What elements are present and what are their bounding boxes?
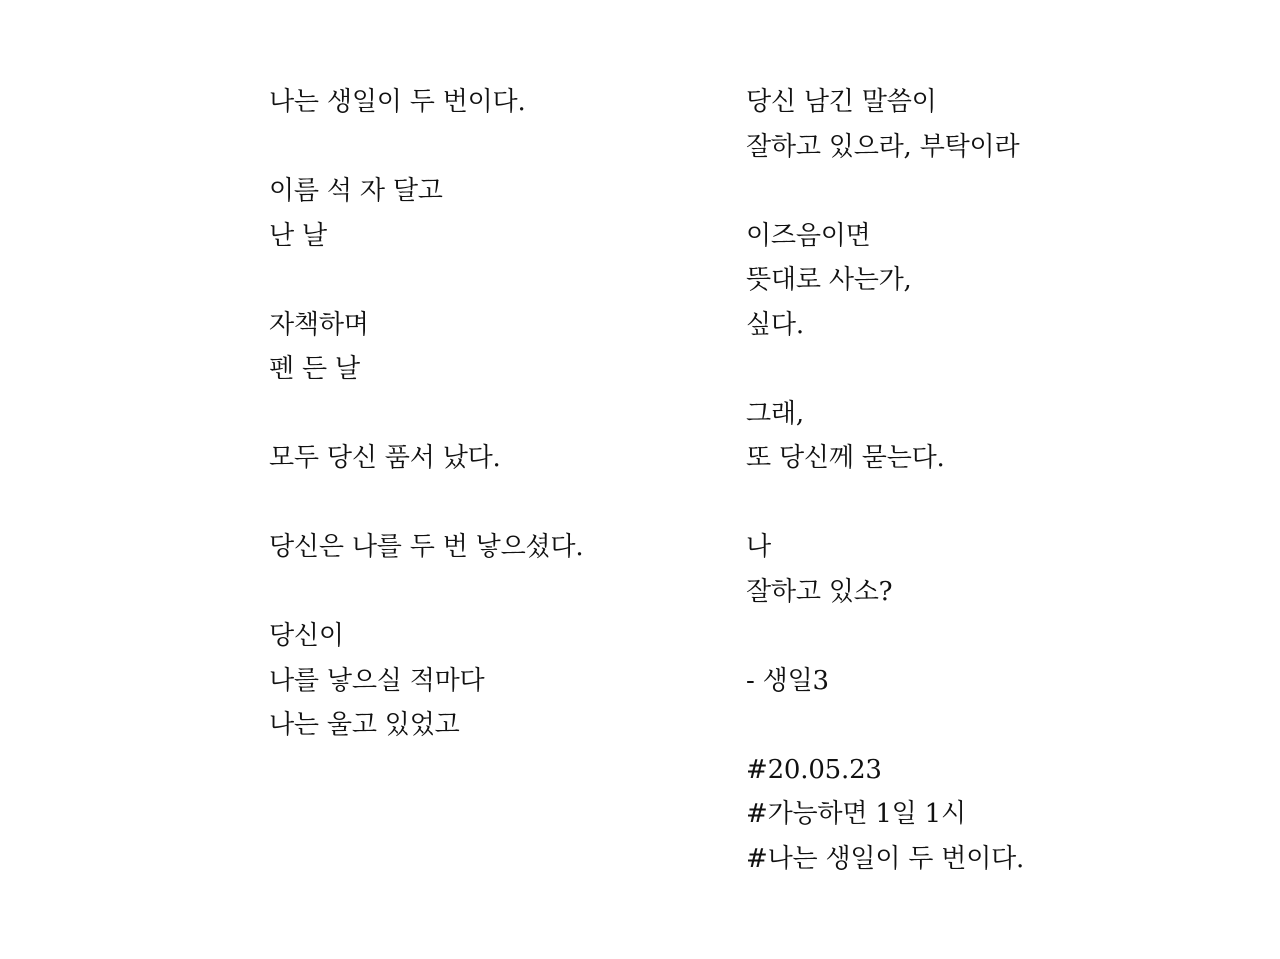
poem-line: 자책하며 — [269, 309, 369, 340]
poem-line: 싶다. — [746, 309, 804, 340]
poem-title-signature: - 생일3 — [746, 665, 829, 696]
poem-line: 펜 든 날 — [269, 354, 360, 384]
poem-line: 나는 울고 있었고 — [269, 710, 460, 740]
stanza-gap — [269, 570, 709, 615]
stanza-gap — [746, 614, 1186, 659]
stanza-gap — [269, 258, 709, 303]
poem-line: 나는 생일이 두 번이다. — [269, 87, 526, 117]
stanza-gap — [746, 481, 1186, 526]
stanza-gap — [269, 481, 709, 526]
hashtag-series: #가능하면 1일 1시 — [746, 799, 966, 829]
poem-line: 나 — [746, 532, 771, 562]
poem-line: 모두 당신 품서 났다. — [269, 443, 501, 473]
poem-left-column — [269, 80, 709, 748]
hashtag-title: #나는 생일이 두 번이다. — [746, 843, 1025, 874]
poem-line: 잘하고 있으라, 부탁이라 — [746, 131, 1020, 162]
poem-line: 또 당신께 묻는다. — [746, 443, 945, 473]
poem-line: 이즈음이면 — [746, 220, 871, 251]
poem-line: 나를 낳으실 적마다 — [269, 665, 485, 696]
stanza-gap — [746, 347, 1186, 392]
poem-right-column — [746, 80, 1186, 881]
poem-line: 그래, — [746, 398, 804, 429]
poem-line: 이름 석 자 달고 — [269, 176, 443, 206]
poem-line: 잘하고 있소? — [746, 576, 893, 607]
poem-line: 당신이 — [269, 621, 344, 651]
poem-line: 뜻대로 사는가, — [746, 265, 912, 295]
stanza-gap — [746, 703, 1186, 748]
stanza-gap — [746, 169, 1186, 214]
stanza-gap — [269, 125, 709, 170]
poem-line: 당신은 나를 두 번 낳으셨다. — [269, 532, 584, 562]
poem-line: 난 날 — [269, 220, 327, 251]
poem-line: 당신 남긴 말씀이 — [746, 87, 937, 117]
stanza-gap — [269, 392, 709, 437]
hashtag-date: #20.05.23 — [746, 754, 882, 785]
